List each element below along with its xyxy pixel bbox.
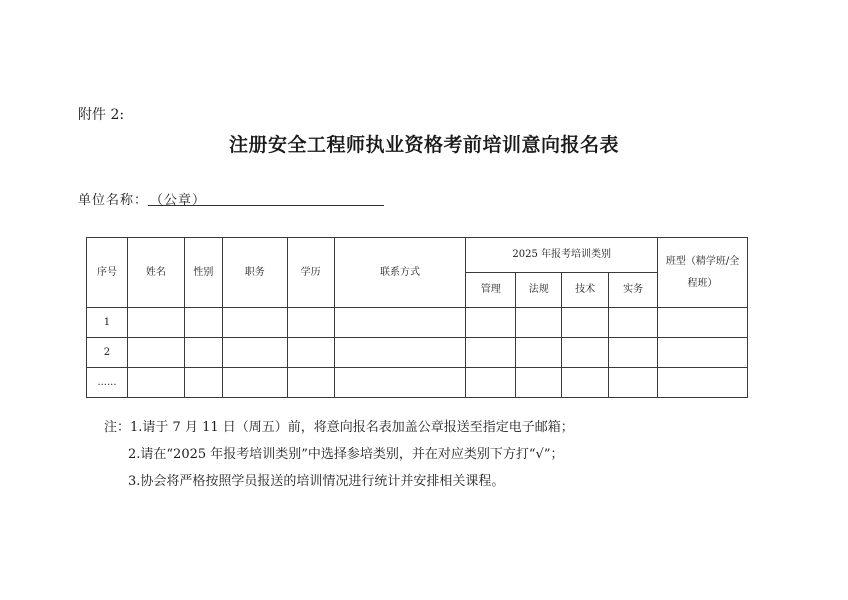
note-1: 注：1.请于 7 月 11 日（周五）前，将意向报名表加盖公章报送至指定电子邮箱；: [104, 420, 574, 435]
header-education: 学历: [287, 238, 334, 308]
cell-practice[interactable]: [609, 368, 658, 398]
table-row: [87, 368, 748, 398]
attachment-label: 附件 2:: [78, 107, 125, 123]
registration-table: [86, 237, 748, 398]
cell-management[interactable]: [466, 368, 516, 398]
cell-management[interactable]: [466, 308, 516, 338]
cell-regulations[interactable]: [516, 308, 562, 338]
header-category-practice: 实务: [609, 273, 658, 308]
note-2: 2.请在“2025 年报考培训类别”中选择参培类别，并在对应类别下方打“√”；: [128, 447, 564, 462]
table-row: [87, 308, 748, 338]
header-class-type: 班型（精学班/全程班）: [658, 238, 748, 308]
page-title: 注册安全工程师执业资格考前培训意向报名表: [228, 134, 619, 156]
header-position: 职务: [222, 238, 287, 308]
header-category-technology: 技术: [562, 273, 609, 308]
cell-practice[interactable]: [609, 338, 658, 368]
header-category-regulations: 法规: [516, 273, 562, 308]
table-header-row: [87, 238, 748, 273]
header-category-management: 管理: [466, 273, 516, 308]
header-seq: 序号: [87, 238, 128, 308]
cell-class-type[interactable]: [658, 368, 748, 398]
cell-education[interactable]: [287, 308, 334, 338]
cell-position[interactable]: [222, 338, 287, 368]
header-category-group: 2025 年报考培训类别: [466, 238, 658, 273]
cell-position[interactable]: [222, 368, 287, 398]
cell-regulations[interactable]: [516, 368, 562, 398]
unit-name-label: 单位名称：: [78, 193, 149, 208]
header-gender: 性别: [184, 238, 222, 308]
cell-position[interactable]: [222, 308, 287, 338]
table-row: [87, 338, 748, 368]
row-seq: 1: [87, 308, 128, 338]
cell-technology[interactable]: [562, 308, 609, 338]
unit-name-underline: [148, 205, 384, 206]
note-3: 3.协会将严格按照学员报送的培训情况进行统计并安排相关课程。: [128, 474, 505, 489]
cell-practice[interactable]: [609, 308, 658, 338]
cell-gender[interactable]: [184, 338, 222, 368]
header-contact: 联系方式: [334, 238, 466, 308]
cell-contact[interactable]: [334, 308, 466, 338]
cell-regulations[interactable]: [516, 338, 562, 368]
cell-education[interactable]: [287, 338, 334, 368]
cell-name[interactable]: [127, 338, 184, 368]
cell-class-type[interactable]: [658, 308, 748, 338]
row-seq: 2: [87, 338, 128, 368]
cell-class-type[interactable]: [658, 338, 748, 368]
cell-technology[interactable]: [562, 338, 609, 368]
cell-technology[interactable]: [562, 368, 609, 398]
unit-name-value: （公章）: [150, 193, 207, 208]
cell-gender[interactable]: [184, 308, 222, 338]
cell-name[interactable]: [127, 368, 184, 398]
cell-education[interactable]: [287, 368, 334, 398]
cell-management[interactable]: [466, 338, 516, 368]
row-seq: ......: [87, 368, 128, 398]
notes: [104, 414, 574, 495]
cell-name[interactable]: [127, 308, 184, 338]
header-name: 姓名: [127, 238, 184, 308]
cell-contact[interactable]: [334, 368, 466, 398]
cell-contact[interactable]: [334, 338, 466, 368]
cell-gender[interactable]: [184, 368, 222, 398]
